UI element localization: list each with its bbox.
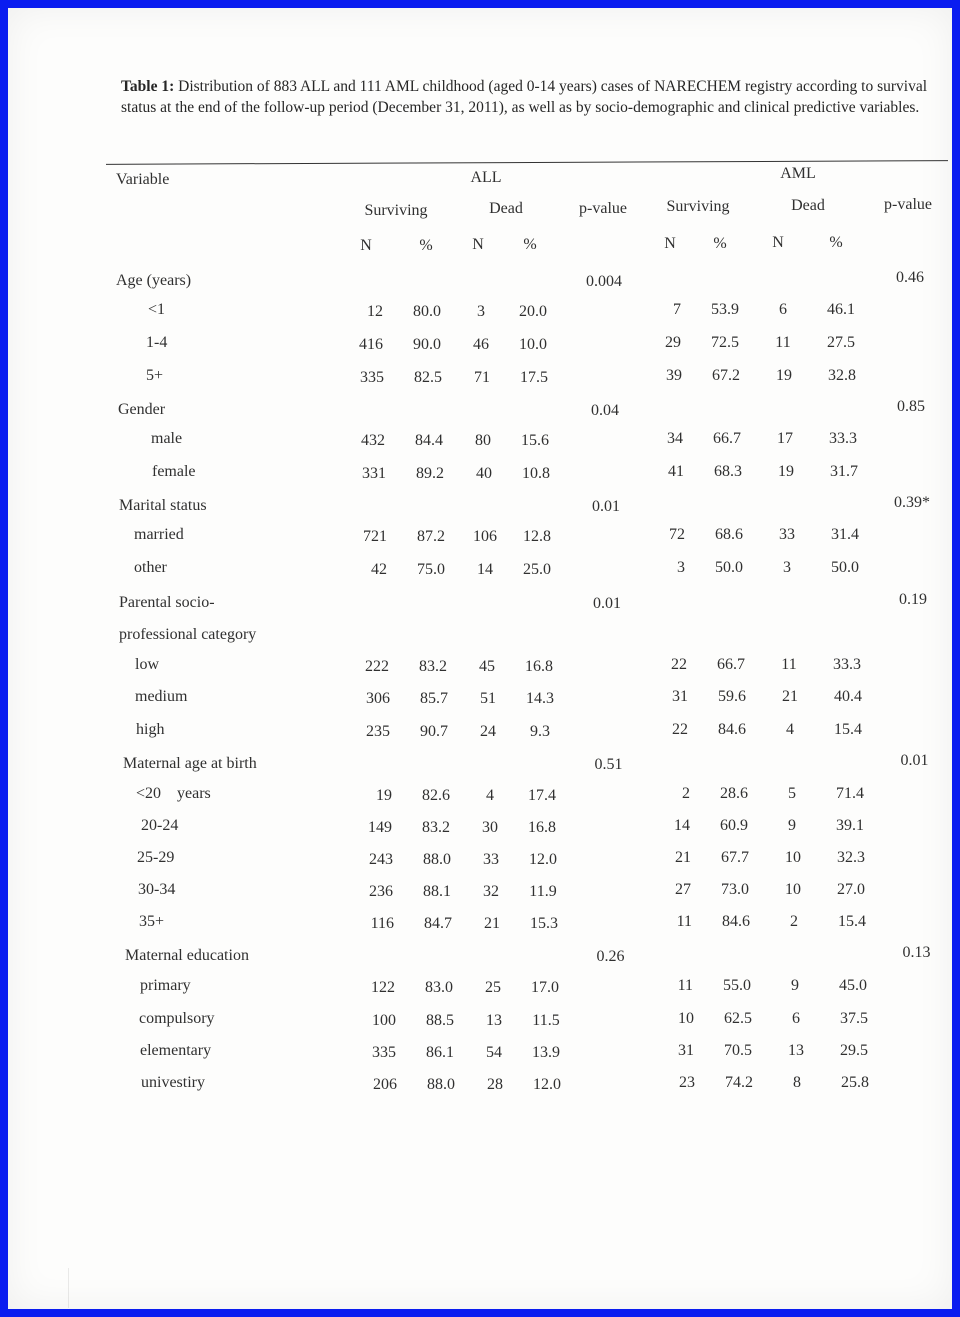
header-all-surviving-n: N (360, 237, 372, 254)
all-surviving-n-cell: 335 (372, 1044, 396, 1061)
all-surviving-n-cell: 149 (368, 819, 392, 836)
all-surviving-n-cell: 416 (359, 336, 383, 353)
all-dead-n-cell: 14 (477, 561, 493, 578)
header-all-pvalue: p-value (579, 200, 627, 217)
all-pvalue: 0.01 (593, 595, 621, 612)
all-surviving-pct-cell: 82.5 (414, 369, 442, 386)
aml-surviving-pct-cell: 70.5 (724, 1042, 752, 1059)
row-label: female (152, 463, 196, 480)
aml-dead-n-cell: 2 (790, 913, 798, 930)
all-dead-n-cell: 106 (473, 528, 497, 545)
aml-dead-pct-cell: 50.0 (831, 559, 859, 576)
aml-dead-n-cell: 11 (781, 656, 797, 673)
row-label: 5+ (146, 367, 164, 384)
all-dead-pct-cell: 10.8 (522, 465, 550, 482)
header-aml-pvalue: p-value (884, 196, 932, 213)
aml-dead-n-cell: 3 (783, 559, 791, 576)
all-dead-n-cell: 33 (483, 851, 499, 868)
aml-surviving-pct-cell: 66.7 (713, 430, 741, 447)
aml-surviving-pct-cell: 67.2 (712, 367, 740, 384)
all-dead-n-cell: 30 (482, 819, 498, 836)
all-surviving-n-cell: 306 (366, 690, 390, 707)
aml-surviving-pct-cell: 62.5 (724, 1010, 752, 1027)
aml-surviving-pct-cell: 55.0 (723, 977, 751, 994)
all-surviving-n-cell: 100 (372, 1012, 396, 1029)
aml-dead-n-cell: 4 (786, 721, 794, 738)
aml-surviving-pct-cell: 53.9 (711, 301, 739, 318)
all-dead-pct-cell: 12.0 (533, 1076, 561, 1093)
aml-dead-n-cell: 8 (793, 1074, 801, 1091)
all-surviving-n-cell: 116 (370, 915, 394, 932)
all-dead-pct-cell: 16.8 (528, 819, 556, 836)
aml-dead-pct-cell: 33.3 (829, 430, 857, 447)
aml-pvalue: 0.01 (900, 752, 929, 769)
all-dead-pct-cell: 15.3 (530, 915, 558, 932)
aml-dead-n-cell: 5 (788, 785, 796, 802)
all-dead-pct-cell: 14.3 (526, 690, 554, 707)
all-surviving-pct-cell: 80.0 (413, 303, 441, 320)
all-surviving-pct-cell: 88.0 (427, 1076, 455, 1093)
all-dead-n-cell: 80 (475, 432, 491, 449)
aml-pvalue: 0.13 (902, 944, 931, 961)
aml-dead-n-cell: 10 (785, 849, 801, 866)
all-pvalue: 0.01 (592, 498, 620, 515)
all-dead-pct-cell: 12.8 (523, 528, 551, 545)
all-dead-pct-cell: 9.3 (530, 723, 550, 740)
aml-pvalue: 0.39* (894, 494, 930, 511)
all-dead-n-cell: 28 (487, 1076, 503, 1093)
row-label: high (136, 721, 165, 738)
aml-surviving-n-cell: 11 (676, 913, 692, 930)
caption-text: Distribution of 883 ALL and 111 AML childhood (aged 0-14 years) cases of NARECHEM registry according to survival status at the end of the follow-up period (December 31, 2011), as well as by socio-demographic and clinical predictive variables. (121, 78, 928, 116)
group-label: Age (years) (116, 272, 192, 289)
header-all: ALL (470, 169, 502, 186)
all-surviving-pct-cell: 83.2 (422, 819, 450, 836)
aml-dead-n-cell: 33 (779, 526, 795, 543)
table-caption (121, 76, 936, 118)
aml-dead-pct-cell: 15.4 (838, 913, 866, 930)
header-all-dead-n: N (472, 236, 484, 253)
row-label: 35+ (139, 913, 165, 930)
row-label: 25-29 (137, 849, 175, 866)
all-surviving-n-cell: 335 (360, 369, 384, 386)
aml-surviving-pct-cell: 28.6 (720, 785, 748, 802)
all-surviving-pct-cell: 85.7 (420, 690, 448, 707)
aml-dead-pct-cell: 33.3 (833, 656, 861, 673)
aml-dead-pct-cell: 31.7 (830, 463, 858, 480)
header-all-surviving: Surviving (364, 202, 428, 219)
aml-dead-n-cell: 6 (792, 1010, 800, 1027)
header-aml-surviving: Surviving (666, 198, 730, 215)
aml-surviving-pct-cell: 72.5 (711, 334, 739, 351)
header-aml: AML (780, 165, 816, 182)
all-dead-pct-cell: 12.0 (529, 851, 557, 868)
all-surviving-pct-cell: 88.5 (426, 1012, 454, 1029)
row-label: medium (135, 688, 188, 705)
aml-surviving-n-cell: 27 (675, 881, 691, 898)
row-label: 30-34 (138, 881, 176, 898)
all-surviving-n-cell: 12 (367, 303, 383, 320)
header-aml-surviving-pct: % (713, 235, 727, 252)
all-dead-pct-cell: 11.5 (532, 1012, 560, 1029)
all-surviving-n-cell: 432 (361, 432, 385, 449)
all-surviving-pct-cell: 88.0 (423, 851, 451, 868)
all-dead-n-cell: 3 (477, 303, 485, 320)
aml-surviving-n-cell: 39 (666, 367, 682, 384)
row-label: primary (140, 977, 191, 994)
header-aml-dead: Dead (791, 197, 825, 214)
row-label: elementary (140, 1042, 212, 1059)
aml-surviving-pct-cell: 67.7 (721, 849, 749, 866)
all-dead-n-cell: 45 (479, 658, 495, 675)
all-dead-pct-cell: 20.0 (519, 303, 547, 320)
all-surviving-n-cell: 235 (366, 723, 390, 740)
aml-surviving-pct-cell: 59.6 (718, 688, 746, 705)
aml-pvalue: 0.85 (897, 398, 925, 415)
aml-dead-n-cell: 11 (775, 334, 791, 351)
header-aml-surviving-n: N (664, 235, 676, 252)
aml-surviving-n-cell: 41 (668, 463, 684, 480)
all-dead-n-cell: 24 (480, 723, 496, 740)
aml-surviving-n-cell: 72 (669, 526, 685, 543)
all-dead-n-cell: 13 (486, 1012, 502, 1029)
aml-dead-n-cell: 10 (785, 881, 801, 898)
group-label: Marital status (119, 497, 207, 514)
all-pvalue: 0.04 (591, 402, 619, 419)
aml-dead-n-cell: 9 (791, 977, 799, 994)
all-dead-pct-cell: 17.0 (531, 979, 559, 996)
aml-dead-pct-cell: 27.0 (837, 881, 865, 898)
all-surviving-pct-cell: 84.7 (424, 915, 452, 932)
all-surviving-n-cell: 331 (362, 465, 386, 482)
aml-surviving-n-cell: 7 (673, 301, 681, 318)
all-dead-n-cell: 4 (486, 787, 494, 804)
row-label: other (134, 559, 167, 576)
aml-dead-n-cell: 19 (776, 367, 792, 384)
aml-dead-pct-cell: 37.5 (840, 1010, 868, 1027)
aml-pvalue: 0.19 (899, 591, 927, 608)
aml-surviving-n-cell: 11 (677, 977, 693, 994)
row-label: 1-4 (146, 334, 168, 351)
aml-surviving-n-cell: 21 (675, 849, 691, 866)
aml-surviving-pct-cell: 50.0 (715, 559, 743, 576)
all-dead-pct-cell: 11.9 (529, 883, 557, 900)
all-surviving-pct-cell: 89.2 (416, 465, 444, 482)
aml-surviving-n-cell: 3 (677, 559, 685, 576)
aml-dead-pct-cell: 15.4 (834, 721, 862, 738)
all-dead-n-cell: 32 (483, 883, 499, 900)
aml-surviving-n-cell: 10 (678, 1010, 694, 1027)
group-label: Maternal education (125, 947, 249, 964)
all-surviving-pct-cell: 83.0 (425, 979, 453, 996)
all-surviving-pct-cell: 86.1 (426, 1044, 454, 1061)
aml-surviving-n-cell: 22 (671, 656, 687, 673)
aml-surviving-n-cell: 34 (667, 430, 683, 447)
aml-dead-n-cell: 21 (782, 688, 798, 705)
all-surviving-n-cell: 243 (369, 851, 393, 868)
all-surviving-pct-cell: 87.2 (417, 528, 445, 545)
aml-surviving-pct-cell: 68.6 (715, 526, 743, 543)
aml-dead-pct-cell: 29.5 (840, 1042, 868, 1059)
row-label: compulsory (139, 1010, 215, 1027)
group-label: Gender (118, 401, 166, 418)
aml-surviving-pct-cell: 60.9 (720, 817, 748, 834)
caption-label: Table 1: (121, 78, 175, 95)
all-pvalue: 0.26 (596, 948, 625, 965)
aml-dead-pct-cell: 71.4 (836, 785, 864, 802)
aml-dead-pct-cell: 45.0 (839, 977, 867, 994)
all-dead-n-cell: 46 (473, 336, 489, 353)
all-dead-pct-cell: 16.8 (525, 658, 553, 675)
aml-surviving-n-cell: 14 (674, 817, 690, 834)
aml-dead-pct-cell: 32.8 (828, 367, 856, 384)
all-surviving-n-cell: 236 (369, 883, 393, 900)
header-all-dead-pct: % (523, 236, 537, 253)
row-label: <1 (148, 301, 166, 318)
aml-dead-pct-cell: 31.4 (831, 526, 859, 543)
all-dead-pct-cell: 15.6 (521, 432, 549, 449)
aml-dead-n-cell: 13 (788, 1042, 804, 1059)
all-surviving-pct-cell: 75.0 (417, 561, 445, 578)
group-label: Parental socio- (119, 594, 215, 611)
all-pvalue: 0.51 (594, 756, 623, 773)
aml-dead-pct-cell: 32.3 (837, 849, 865, 866)
all-surviving-pct-cell: 90.7 (420, 723, 448, 740)
aml-surviving-pct-cell: 84.6 (718, 721, 746, 738)
row-label: univestiry (141, 1074, 205, 1091)
all-surviving-n-cell: 721 (363, 528, 387, 545)
row-label: <20 years (136, 785, 211, 802)
all-dead-pct-cell: 17.5 (520, 369, 548, 386)
all-dead-n-cell: 40 (476, 465, 492, 482)
aml-pvalue: 0.46 (896, 269, 924, 286)
all-surviving-pct-cell: 83.2 (419, 658, 447, 675)
aml-surviving-n-cell: 31 (672, 688, 688, 705)
aml-surviving-pct-cell: 74.2 (725, 1074, 753, 1091)
all-surviving-n-cell: 206 (373, 1076, 397, 1093)
all-dead-n-cell: 71 (474, 369, 490, 386)
header-variable: Variable (116, 171, 170, 188)
all-surviving-pct-cell: 82.6 (422, 787, 450, 804)
aml-dead-n-cell: 6 (779, 301, 787, 318)
document-page (8, 8, 952, 1309)
aml-dead-n-cell: 17 (777, 430, 793, 447)
all-dead-n-cell: 51 (480, 690, 496, 707)
aml-dead-pct-cell: 39.1 (836, 817, 864, 834)
aml-surviving-pct-cell: 66.7 (717, 656, 745, 673)
aml-surviving-pct-cell: 73.0 (721, 881, 749, 898)
aml-surviving-pct-cell: 68.3 (714, 463, 742, 480)
aml-surviving-n-cell: 22 (672, 721, 688, 738)
aml-surviving-n-cell: 23 (679, 1074, 695, 1091)
header-aml-dead-pct: % (829, 234, 843, 251)
all-surviving-n-cell: 222 (365, 658, 389, 675)
all-surviving-n-cell: 19 (376, 787, 392, 804)
aml-dead-pct-cell: 40.4 (834, 688, 862, 705)
aml-surviving-n-cell: 2 (682, 785, 690, 802)
row-label: low (135, 656, 159, 673)
header-all-surviving-pct: % (419, 237, 433, 254)
all-dead-n-cell: 21 (484, 915, 500, 932)
aml-surviving-n-cell: 31 (678, 1042, 694, 1059)
all-surviving-pct-cell: 90.0 (413, 336, 441, 353)
all-surviving-n-cell: 122 (371, 979, 395, 996)
all-dead-n-cell: 54 (486, 1044, 502, 1061)
row-label: male (151, 430, 183, 447)
all-surviving-n-cell: 42 (371, 561, 387, 578)
all-pvalue: 0.004 (586, 273, 622, 290)
scan-artifact (68, 1268, 269, 1308)
all-dead-n-cell: 25 (485, 979, 501, 996)
all-surviving-pct-cell: 88.1 (423, 883, 451, 900)
aml-dead-n-cell: 19 (778, 463, 794, 480)
table-top-rule (106, 160, 948, 165)
aml-dead-pct-cell: 27.5 (827, 334, 855, 351)
all-dead-pct-cell: 13.9 (532, 1044, 560, 1061)
aml-surviving-pct-cell: 84.6 (722, 913, 750, 930)
row-label: 20-24 (141, 817, 179, 834)
all-surviving-pct-cell: 84.4 (415, 432, 443, 449)
group-label: Maternal age at birth (123, 755, 257, 772)
all-dead-pct-cell: 25.0 (523, 561, 551, 578)
aml-dead-pct-cell: 25.8 (841, 1074, 869, 1091)
aml-dead-n-cell: 9 (788, 817, 796, 834)
all-dead-pct-cell: 17.4 (528, 787, 556, 804)
group-label: professional category (119, 626, 257, 643)
header-all-dead: Dead (489, 200, 523, 217)
aml-dead-pct-cell: 46.1 (827, 301, 855, 318)
all-dead-pct-cell: 10.0 (519, 336, 547, 353)
header-aml-dead-n: N (772, 234, 784, 251)
row-label: married (134, 526, 184, 543)
aml-surviving-n-cell: 29 (665, 334, 681, 351)
